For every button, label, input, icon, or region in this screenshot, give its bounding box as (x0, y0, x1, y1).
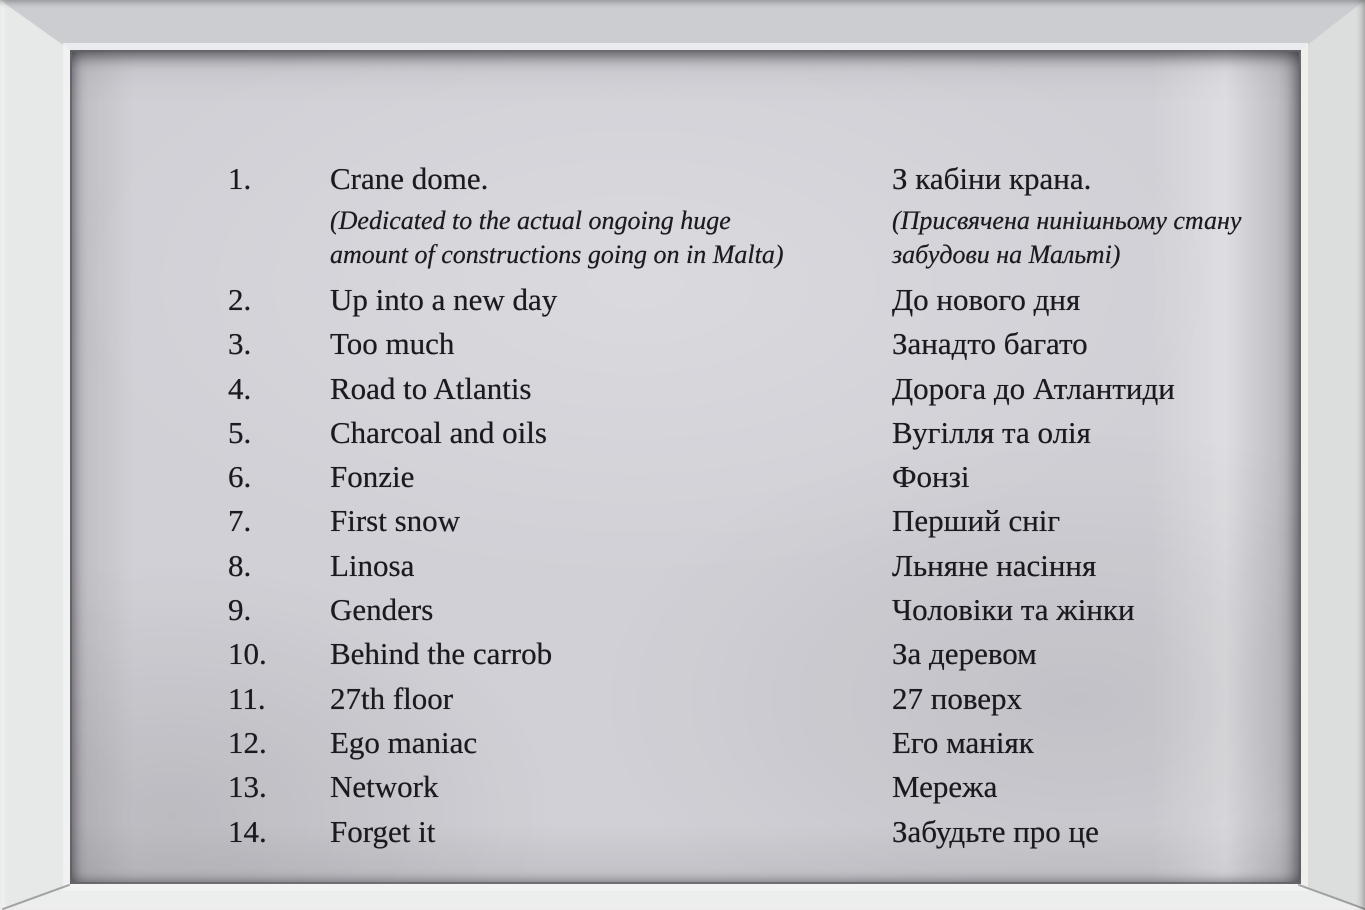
title-en: Network (330, 769, 439, 805)
item-number: 8. (228, 547, 252, 583)
note-line: забудови на Мальті) (892, 240, 1121, 269)
title-uk: Дорога до Атлантиди (892, 370, 1175, 406)
paper-sheet (70, 50, 1301, 884)
title-en: Too much (330, 326, 455, 362)
item-number: 6. (228, 459, 252, 495)
title-uk: 27 поверх (892, 680, 1023, 716)
title-en: Linosa (330, 547, 415, 583)
item-number: 11. (228, 680, 266, 716)
title-uk: Чоловіки та жінки (892, 592, 1135, 628)
title-uk: За деревом (892, 636, 1037, 672)
item-english-cell (330, 156, 892, 278)
note-line: amount of constructions going on in Malta) (330, 240, 784, 269)
list-item (228, 411, 1241, 455)
title-en: Up into a new day (330, 282, 558, 317)
note-line: (Присвячена нинішньому стану (892, 206, 1242, 235)
list-item (228, 632, 1241, 676)
list-item (228, 278, 1241, 322)
list-item (228, 455, 1241, 499)
list-item (228, 367, 1241, 411)
list-item (228, 677, 1241, 721)
title-en: First snow (330, 503, 461, 539)
title-en: Forget it (330, 813, 436, 849)
title-uk: До нового дня (892, 282, 1081, 317)
title-en: Genders (330, 592, 434, 628)
note-uk (892, 204, 1241, 272)
title-en: Behind the carrob (330, 636, 553, 672)
item-number: 13. (228, 769, 267, 805)
frame-miter-seam (1298, 884, 1365, 910)
item-number: 1. (228, 161, 252, 196)
list-item (228, 588, 1241, 632)
note-en (330, 204, 892, 272)
title-uk: Фонзі (892, 459, 970, 495)
frame-miter-seam (2, 884, 70, 910)
title-en: 27th floor (330, 680, 454, 716)
list-item (228, 544, 1241, 588)
title-uk: З кабіни крана. (892, 161, 1092, 196)
item-number: 10. (228, 636, 267, 672)
list-item (228, 810, 1241, 854)
list-item (228, 156, 1241, 278)
item-number: 4. (228, 370, 252, 406)
title-en: Road to Atlantis (330, 370, 532, 406)
item-number: 5. (228, 414, 252, 450)
title-list (228, 156, 1241, 854)
list-item (228, 721, 1241, 765)
title-uk: Занадто багато (892, 326, 1088, 362)
item-number: 14. (228, 813, 267, 849)
list-item (228, 322, 1241, 366)
list-item (228, 765, 1241, 809)
item-ukrainian-cell (892, 156, 1241, 278)
title-en: Charcoal and oils (330, 414, 547, 450)
item-number: 3. (228, 326, 252, 362)
note-line: (Dedicated to the actual ongoing huge (330, 206, 731, 235)
title-en: Fonzie (330, 459, 415, 495)
title-uk: Мережа (892, 769, 998, 805)
title-uk: Его маніяк (892, 724, 1034, 760)
list-item (228, 499, 1241, 543)
title-uk: Льняне насіння (892, 547, 1097, 583)
item-number: 2. (228, 282, 252, 317)
title-uk: Забудьте про це (892, 813, 1099, 849)
item-number: 9. (228, 592, 252, 628)
title-en: Ego maniac (330, 724, 478, 760)
title-en: Crane dome. (330, 161, 489, 196)
title-uk: Перший сніг (892, 503, 1061, 539)
item-number: 12. (228, 724, 267, 760)
item-number: 7. (228, 503, 252, 539)
title-uk: Вугілля та олія (892, 414, 1091, 450)
